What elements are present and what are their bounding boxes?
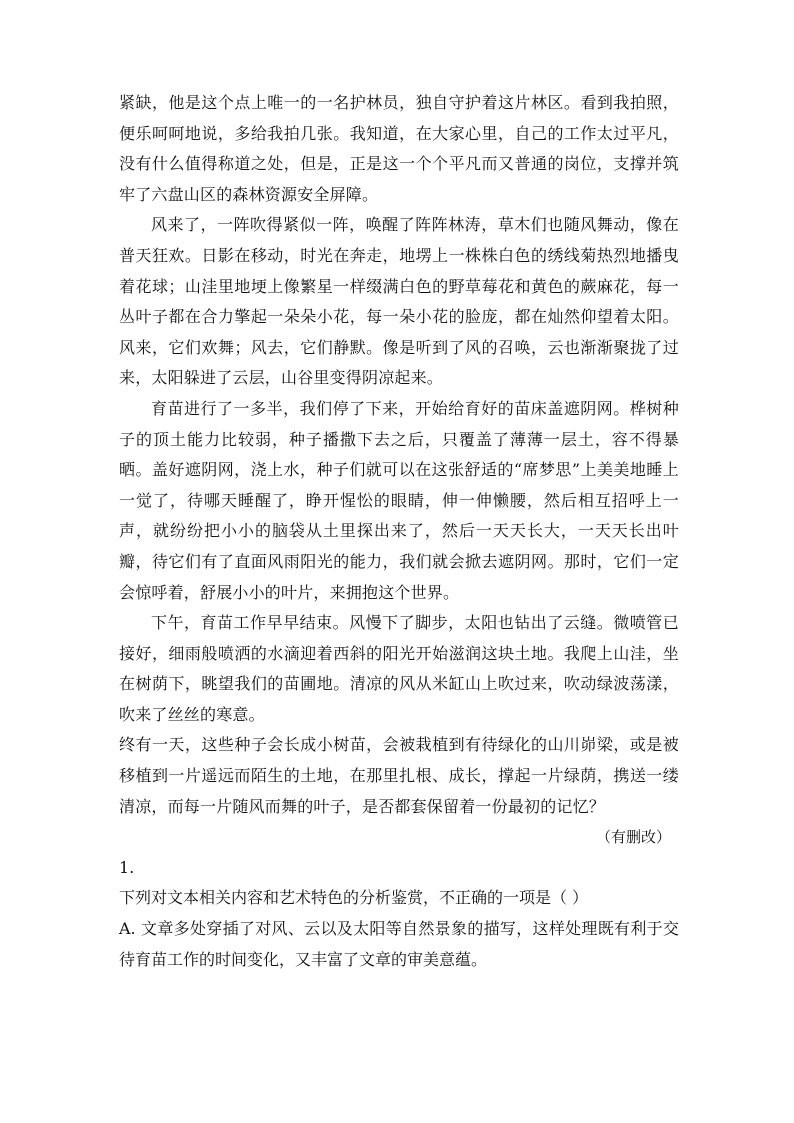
document-page (119, 88, 679, 975)
paragraph-2: 风来了，一阵吹得紧似一阵，唤醒了阵阵林涛，草木们也随风舞动，像在普天狂欢。日影在移动，时光在奔走，地塄上一株株白色的绣线菊热烈地播曳着花球；山洼里地埂上像繁星一样缀满白色的野草莓花和黄色的蕨麻花，每一丛叶子都在合力擎起一朵朵小花，每一朵小花的脸庞，都在灿然仰望着太阳。风来，它们欢舞；风去，它们静默。像是听到了风的召唤，云也渐渐聚拢了过来，太阳躲进了云层，山谷里变得阴凉起来。 (119, 215, 679, 388)
source-note: （有删改） (595, 828, 671, 847)
question-option-a: A. 文章多处穿插了对风、云以及太阳等自然景象的描写，这样处理既有利于交待育苗工作的时间变化，又丰富了文章的审美意蕴。 (119, 919, 679, 969)
paragraph-4: 下午，育苗工作早早结束。风慢下了脚步，太阳也钻出了云缝。微喷管已接好，细雨般喷洒的水滴迎着西斜的阳光开始滋润这块土地。我爬上山洼，坐在树荫下，眺望我们的苗圃地。清凉的风从米缸山上吹过来，吹动绿波荡漾，吹来了丝丝的寒意。 (119, 613, 679, 724)
question-stem: 下列对文本相关内容和艺术特色的分析鉴赏，不正确的一项是（ ） (119, 888, 589, 908)
paragraph-1: 紧缺，他是这个点上唯一的一名护林员，独自守护着这片林区。看到我拍照，便乐呵呵地说，多给我拍几张。我知道，在大家心里，自己的工作太过平凡，没有什么值得称道之处，但是，正是这一个个平凡而又普通的岗位，支撑并筑牢了六盘山区的森林资源安全屏障。 (119, 93, 679, 204)
question-number: 1. (119, 857, 135, 877)
paragraph-3: 育苗进行了一多半，我们停了下来，开始给育好的苗床盖遮阴网。桦树种子的顶土能力比较弱，种子播撒下去之后，只覆盖了薄薄一层土，容不得暴晒。盖好遮阴网，浇上水，种子们就可以在这张舒适的“席梦思”上美美地睡上一觉了，待哪天睡醒了，睁开惺忪的眼睛，伸一伸懒腰，然后相互招呼上一声，就纷纷把小小的脑袋从土里探出来了，然后一天天长大，一天天长出叶瓣，待它们有了直面风雨阳光的能力，我们就会掀去遮阴网。那时，它们一定会惊呼着，舒展小小的叶片，来拥抱这个世界。 (119, 398, 679, 602)
paragraph-5: 终有一天，这些种子会长成小树苗，会被栽植到有待绿化的山川峁梁，或是被移植到一片遥远而陌生的土地，在那里扎根、成长，撑起一片绿荫，携送一缕清凉，而每一片随风而舞的叶子，是否都套保留着一份最初的记忆？ (119, 735, 679, 816)
